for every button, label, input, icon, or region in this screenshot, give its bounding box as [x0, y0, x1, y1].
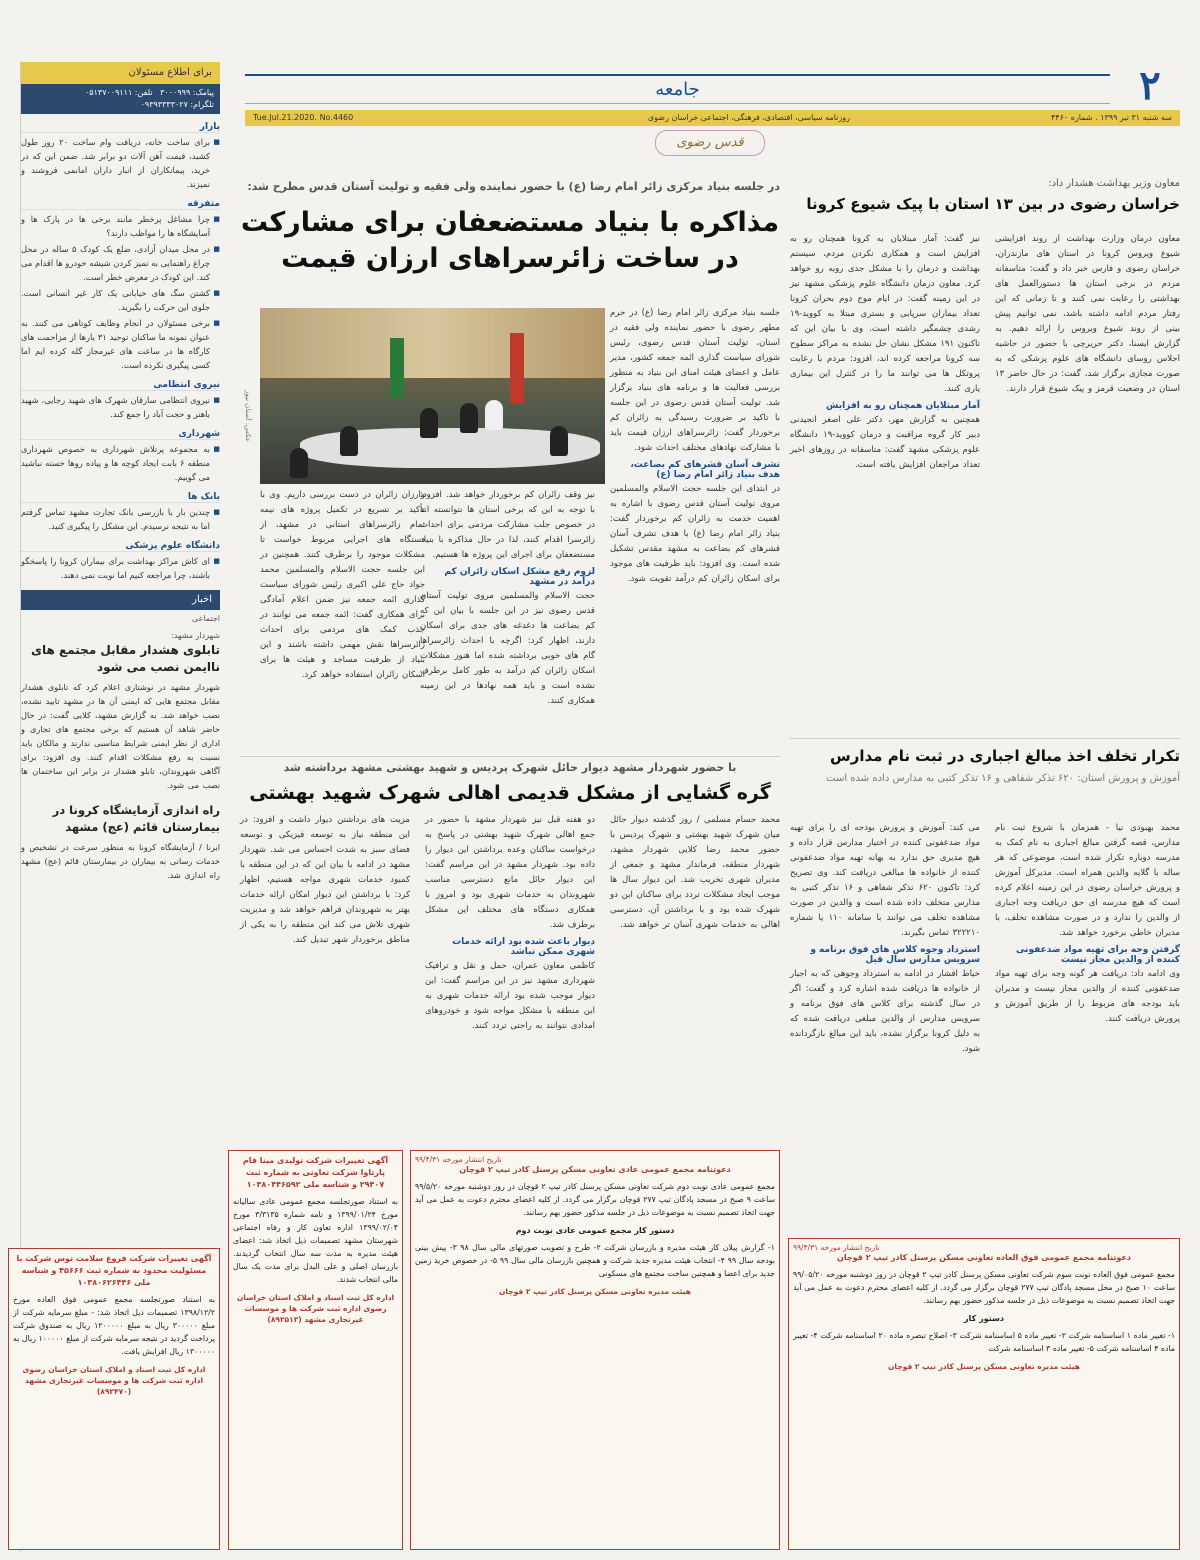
ad-footer: اداره کل ثبت اسناد و املاک استان خراسان رضوی اداره ثبت شرکت ها و موسسات غیرتجاری مشهد (۸۹۲۵۱۲) [236, 1293, 395, 1324]
main-subhead-1: تشرف آسان قشرهای کم بضاعت، هدف بنیاد زائر امام رضا (ع) [630, 460, 780, 480]
ad-title: دعوتنامه مجمع عمومی فوق العاده تعاونی مسکن پرسنل کادر تیپ ۲ قوچان [837, 1253, 1131, 1262]
category-university: دانشگاه علوم پزشکی [21, 541, 220, 552]
wall-subhead: دیوار باعث شده بود ارائه خدمات شهری ممکن نباشد [452, 937, 595, 957]
ad-agenda: ۱- گزارش پیلان کار هیئت مدیره و بازرسان شرکت ۲- طرح و تصویب صورتهای مالی سال ۹۸ ۳- پیش بینی بودجه سال ۹۹ ۴- انتخاب هیئت مدیره جدید شرکت و همچنین بازرسان مالی سال ۹۹ ۵- در خصوص خرید زمین جدید برای اعضا و همچنین ساخت مجتمع های مسکونی [415, 1243, 775, 1278]
issue-date-en: Tue.Jul.21.2020. No.4460 [253, 113, 354, 122]
masthead-strip [245, 110, 1180, 126]
corona-col2-wrap [790, 232, 980, 473]
ad-date: تاریخ انتشار مورخه ۹۹/۴/۳۱ [793, 1243, 880, 1252]
list-item: ■ برای ساخت خانه، دریافت وام ساخت ۲۰ روز طول کشید، قیمت آهن آلات دو برابر شد. ضمن این که در خرید، پیمانکاران از انبار داران امانمی فروشند و نمیزند. [21, 135, 220, 191]
ad-foroogh-salamat [8, 1248, 220, 1550]
main-col1-text: جلسه بنیاد مرکزی زائر امام رضا (ع) در حرم مطهر رضوی با حضور نماینده ولی فقیه در استان، تولیت آستان قدس رضوی، رئیس شورای سیاست گذاری ائمه جمعه کشور، مدیر عامل و اعضای هیئت امنای این بنیاد به منظور بررسی فعالیت ها و برنامه های بنیاد برگزار شد. تولیت آستان قدس رضوی در این جلسه با تاکید بر ضرورت رسیدگی به زائران کم برخوردار گفت: زائرسراهای ارزان قیمت باید با مشارکت نهادهای مختلف احداث شود. [610, 308, 780, 453]
ad-mina-fam [228, 1150, 403, 1550]
main-story [240, 180, 780, 750]
corona-subhead: آمار مبتلایان همچنان رو به افزایش [826, 401, 980, 411]
issue-date-fa: سه شنبه ۳۱ تیر ۱۳۹۹ . شماره ۴۴۶۰ [1050, 113, 1172, 122]
corona-col3: همچنین به گزارش مهر، دکتر علی اصغر انجیدنی دبیر کار گروه مراقبت و درمان کووید-۱۹ دانشگاه علوم پزشکی مشهد گفت: متاسفانه در روزهای اخیر تعداد مراجعان افزایش یافته است. [790, 415, 980, 470]
wall-headline: گره گشایی از مشکل قدیمی اهالی شهرک شهید بهشتی [249, 782, 771, 804]
ad-quchan-extraordinary [788, 1238, 1180, 1550]
ad-footer: هیئت مدیره تعاونی مسکن پرسنل کادر تیپ ۲ قوچان [499, 1287, 691, 1296]
news1-title: تابلوی هشدار مقابل مجتمع های ناایمن نصب می شود [31, 643, 220, 674]
ad-quchan-ordinary [410, 1150, 780, 1550]
ad-body: به استناد صورتجلسه مجمع عمومی فوق العاده مورخ ۱۳۹۸/۱۲/۲ تصمیمات ذیل اتخاذ شد: - مبلغ سرمایه شرکت از مبلغ ۳۰۰۰۰۰ ریال به مبلغ ۱۲۰۰۰۰۰ ریال به صندوق شرکت پرداخت گردید در نتیجه سرمایه شرکت از مبلغ ۱۰۰۰۰۰ ریال به ۱۳۰۰۰۰۰ ریال افزایش یافت. [13, 1295, 216, 1356]
ad-date: تاریخ انتشار مورخه ۹۹/۴/۳۱ [415, 1155, 502, 1164]
news-label: اجتماعی [191, 614, 220, 623]
wall-col2-text: دو هفته قبل نیز شهردار مشهد با حضور در جمع اهالی شهرک شهید بهشتی در پاسخ به درخواست ساکنان وعده برداشتن این دیوار را داده بود. شهردار مشهد در این مراسم گفت: این دیوار حائل مانع دسترسی مناسب شهروندان به خدمات شهری بود و امروز با همکاری دستگاه های مختلف این مشکل برطرف شد. [425, 815, 595, 930]
ad-title: دعوتنامه مجمع عمومی عادی تعاونی مسکن پرسنل کادر تیپ ۲ قوچان [459, 1165, 731, 1174]
wall-col3-text: مزیت های برداشتن دیوار داشت و افزود: در این منطقه نیاز به توسعه فیزیکی و توسعه فضای سبز به شدت احساس می شد. شهردار مشهد در ادامه با بیان این که در این منطقه با کمبود خدمات شهری مواجه هستیم، اظهار کرد: با برداشتن این دیوار امکان ارائه خدمات بهتر به شهروندان فراهم خواهد شد و مدیریت شهری تلاش می کند این منطقه را به یکی از مناطق برخوردار شهر تبدیل کند. [240, 815, 410, 945]
main-kicker: در جلسه بنیاد مرکزی زائر امام رضا (ع) با حضور نماینده ولی فقیه و تولیت آستان قدس مطرح شد: [247, 180, 780, 193]
newspaper-logo: قدس رضوی [655, 130, 765, 156]
wall-col2b-text: کاظمی معاون عمران، حمل و نقل و ترافیک شهرداری مشهد نیز در این مراسم گفت: این دیوار موجب شده بود ارائه خدمات شهری به این منطقه با مشکل مواجه شود و خودروهای امدادی نتوانند به راحتی تردد کنند. [425, 961, 595, 1031]
ad-agenda-title: دستور کار مجمع عمومی عادی نوبت دوم [515, 1226, 675, 1235]
corona-col2: نیز گفت: آمار مبتلایان به کرونا همچنان رو به افزایش است و همکاری نکردن مردم، سیستم بهداشت و درمان را با مشکل جدی روبه رو خواهد کرد. معاون درمان دانشگاه علوم پزشکی مشهد نیز در این زمینه گفت: در ایام موج دوم بحران کرونا تعداد بیماران سرپایی و بستری مبتلا به کووید-۱۹ رشدی چشمگیر داشته است. وی با بیان این که تاکنون ۱۹۱ مشکل نشان حل نشده به مراکز سطوح سه کرونا مراجعه کرده اند، افزود: مردم با رعایت پروتکل ها می توانند ما را در کنترل این بیماری یاری کنند. [790, 234, 980, 394]
contact-header: برای اطلاع مسئولان [21, 62, 220, 84]
fees-col1 [995, 821, 1180, 1027]
fees-col1-text: محمد بهبودی نیا - همزمان با شروع ثبت نام مدارس، قصه گرفتن مبالغ اجباری به نام کمک به مدرسه دوباره تکرار شده است، موضوعی که هر ساله با گلایه والدین همراه است. مدیرکل آموزش و پرورش خراسان رضوی در این زمینه اعلام کرده است که هیچ مدرسه ای حق دریافت وجه اجباری از والدین را ندارد و در صورت مشاهده تخلف، با مدیران خاطی برخورد خواهد شد. [995, 823, 1180, 938]
fees-col2-text: می کند: آموزش و پرورش بودجه ای را برای تهیه مواد ضدعفونی کننده در اختیار مدارس قرار داده و هیچ مدیری حق ندارد به بهانه تهیه مواد ضدعفونی کننده از خانواده ها مبالغی دریافت کند. وی تصریح کرد: تاکنون ۶۲۰ تذکر شفاهی و ۱۶ تذکر کتبی به مدارس متخلف داده شده است و والدین در صورت مشاهده تخلف می توانند با سامانه ۱۱۰ یا شماره ۳۲۲۲۱۰ تماس بگیرند. [790, 823, 980, 938]
list-item: ■ برخی مسئولان در انجام وظایف کوتاهی می کنند. به عنوان نمونه ما ساکنان توحید ۳۱ بارها از مزاحمت های کارگاه ها در ساعت های غیرمجاز گله کرده ایم اما کسی پیگیری نکرده است. [21, 316, 220, 372]
main-col1b-text: در ابتدای این جلسه حجت الاسلام والمسلمین مروی تولیت آستان قدس رضوی با اشاره به اهمیت خدمت به زائران کم برخوردار گفت: بنیاد زائر امام رضا (ع) با هدف تشرف آسان قشرهای کم بضاعت به مشهد مقدس تشکیل شده است. وی افزود: باید ظرفیت های موجود برای اسکان زائران کم درآمد تقویت شود. [610, 484, 780, 584]
telegram-number: تلگرام: ۰۹۳۹۳۳۳۳۰۲۷ [140, 100, 214, 109]
wall-col2 [425, 813, 595, 1034]
category-bazaar: بازار [21, 122, 220, 133]
ad-title: آگهی تغییرات شرکت فروغ سلامت توس شرکت با مسئولیت محدود به شماره ثبت ۴۵۶۶۶ و شناسه ملی ۱۰۳۸۰۶۲۶۴۴۶ [16, 1254, 212, 1287]
phone-number: تلفن: ۰۵۱۳۷۰۰۹۱۱۱ [85, 88, 153, 97]
category-banks: بانک ها [21, 492, 220, 503]
corona-kicker: معاون وزیر بهداشت هشدار داد: [1048, 178, 1180, 189]
list-item: ■ به مجموعه پرتلاش شهرداری به خصوص شهرداری منطقه ۶ بابت ایجاد کوچه ها و پیاده روها خسته نباشید می گوییم. [21, 442, 220, 484]
school-fees-story [790, 738, 1180, 1238]
news2-body: ایرنا / آزمایشگاه کرونا به منظور سرعت در تشخیص و خدمات رسانی به بیماران در بیمارستان قائم (عج) مشهد راه اندازی شد. [21, 842, 220, 880]
main-col1 [610, 306, 780, 587]
corona-headline: خراسان رضوی در بین ۱۳ استان با پیک شیوع کرونا [806, 195, 1180, 213]
fees-subhead-2: گرفتن وجه برای تهیه مواد ضدعفونی کننده از والدین مجاز نیست [1015, 945, 1180, 965]
meeting-photo [260, 308, 605, 484]
ad-body: مجمع عمومی فوق العاده نوبت سوم شرکت تعاونی مسکن پرسنل کادر تیپ ۲ قوچان در روز دوشنبه مورخه ۹۹/۰۵/۲۰ ساعت ۱۰ صبح در محل مسجد پادگان تیپ ۲۷۷ قوچان برگزار می گردد. از کلیه اعضای محترم دعوت به عمل می آید جهت اتخاذ تصمیم نسبت به موضوعات ذیل در جلسه مذکور حضور بهم رسانند. [793, 1270, 1175, 1305]
main-headline-2: در ساخت زائرسراهای ارزان قیمت [281, 243, 739, 274]
masthead [245, 62, 1180, 162]
main-headline-1: مذاکره با بنیاد مستضعفان برای مشارکت [240, 207, 780, 238]
list-item: ■ کشتن سگ های خیابانی یک کار غیر انسانی است. جلوی این حرکت را بگیرید. [21, 286, 220, 314]
fees-col2b-text: خیاط افشار در ادامه به استرداد وجوهی که به اجبار از خانواده ها دریافت شده اشاره کرد و گفت: اگر در سال گذشته برای کلاس های فوق برنامه و سرویس مدارس از والدین مبلغی دریافت شده که به دلیل کرونا برگزار نشده، باید این مبالغ بازگردانده شود. [790, 969, 980, 1054]
fees-kicker: آموزش و پرورش استان: ۶۲۰ تذکر شفاهی و ۱۶ تذکر کتبی به مدارس داده شده است [826, 773, 1180, 784]
news-header: اخبار [21, 590, 220, 610]
corona-story [790, 178, 1180, 718]
list-item: ■ چندین بار با بازرسی بانک تجارت مشهد تماس گرفتم اما به نتیجه نرسیدم. این مشکل را پیگیری کنید. [21, 505, 220, 533]
fees-subhead-1: استرداد وجوه کلاس های فوق برنامه و سرویس مدارس سال قبل [810, 945, 980, 965]
category-municipality: شهرداری [21, 429, 220, 440]
fees-col1b-text: وی ادامه داد: دریافت هر گونه وجه برای تهیه مواد ضدعفونی کننده از والدین مجاز نیست و مدیران باید بودجه های مربوط را از طریق آموزش و پرورش دریافت کنند. [995, 969, 1180, 1024]
tagline: روزنامه سیاسی، اقتصادی، فرهنگی، اجتماعی خراسان رضوی [647, 113, 850, 122]
wall-kicker: با حضور شهردار مشهد دیوار حائل شهرک پردیس و شهید بهشتی مشهد برداشته شد [283, 761, 737, 774]
category-misc: متفرقه [21, 199, 220, 210]
contact-box [21, 84, 220, 114]
fees-col2 [790, 821, 980, 1057]
ad-agenda-title: دستور کار [964, 1314, 1004, 1323]
ad-footer: هیئت مدیره تعاونی مسکن پرسنل کادر تیپ ۲ قوچان [888, 1362, 1080, 1371]
wall-removal-story [240, 756, 780, 1146]
news1-body: شهردار مشهد در نوشتاری اعلام کرد که تابلوی هشدار مقابل مجتمع هایی که ایمنی آن ها در مشهد تایید نشده، نصب خواهد شد. به گزارش مشهد، کلایی گفت: در حال حاضر شاهد آن هستیم که برخی مجتمع های تجاری و اداری از نظر ایمنی شرایط مناسبی ندارند و مالکان باید نسبت به رفع مشکلات اقدام کنند. وی افزود: برای آگاهی شهروندان، تابلو هشدار در برابر این ساختمان ها نصب می شود. [21, 682, 220, 790]
category-police: نیروی انتظامی [21, 380, 220, 391]
main-col2-text: نیز وقف زائران کم برخوردار خواهد شد. افزود: با توجه به این که برخی استان ها نتوانسته اند در خصوص جلب مشارکت مردمی برای احداث زائرسرا اقدام کنند، لذا در حال مذاکره با بنیاد مستضعفان برای اجرای این پروژه ها هستیم. [420, 490, 595, 560]
corona-col1: معاون درمان وزارت بهداشت از روند افزایشی شیوع ویروس کرونا در استان های مازندران، خراسان رضوی و فارس خبر داد و گفت: متاسفانه مردم در برخی استان ها دستورالعمل های بهداشتی را رعایت نمی کنند و تا زمانی که این رفتار مردم ادامه داشته باشد، نمی توانیم پیش بینی از روند شیوع ویروس را ارائه دهیم. به گزارش ایسنا، دکتر حریرچی با حضور در حاشیه اجلاس روسای دانشگاه های علوم پزشکی که به صورت مجازی برگزار شد، گفت: در حال حاضر ۱۳ استان در وضعیت قرمز و پیک شیوع قرار دارند. [995, 234, 1180, 394]
ad-footer: اداره کل ثبت اسناد و املاک استان خراسان رضوی اداره ثبت شرکت ها و موسسات غیرتجاری مشهد (۸۹۲۴۷۰) [22, 1365, 206, 1396]
sms-number: پیامک: ۳۰۰۰۹۹۹ [160, 88, 214, 97]
main-col2b-text: حجت الاسلام والمسلمین مروی تولیت آستان قدس رضوی نیز در این جلسه با بیان این که کم بضاعت ها دغدغه های جدی برای اسکان دارند، اظهار کرد: اگرچه با احداث زائرسراها گام های خوبی برداشته شده اما هنوز مشکلات اسکان زائران کم درآمد به طور کامل برطرف نشده است و باید همه نهادها در این زمینه همکاری کنند. [420, 591, 595, 706]
main-col2 [420, 488, 595, 709]
wall-col1-text: محمد حسام مسلمی / روز گذشته دیوار حائل میان شهرک شهید بهشتی و شهرک پردیس با حضور محمد رضا کلایی شهردار مشهد، شهردار منطقه، فرماندار مشهد و جمعی از مدیران شهری تخریب شد. این دیوار سال ها موجب ایجاد مشکلات تردد برای ساکنان این دو شهرک شده بود و با برداشتن آن، دسترسی اهالی به خدمات شهری آسان تر خواهد شد. [610, 815, 780, 930]
list-item: ■ چرا مشاغل پرخطر مانند برخی ها در پارک ها و آسایشگاه ها را مواظب دارند؟ [21, 212, 220, 240]
photo-credit: عکس: آستان نیوز [244, 390, 252, 443]
news2-title: راه اندازی آزمایشگاه کرونا در بیمارستان قائم (عج) مشهد [52, 803, 220, 834]
main-col3-text: وارزان زائران در دست بررسی داریم. وی با تأکید بر تسریع در تکمیل پروژه های نیمه تمام زائرسراهای استانی در مشهد، از دستگاه های اجرایی مربوط خواست تا مشکلات موجود را برطرف کنند. همچنین در این جلسه حجت الاسلام والمسلمین محمد جواد حاج علی اکبری رئیس شورای سیاست گذاری ائمه جمعه نیز ضمن اعلام آمادگی برای همکاری گفت: ائمه جمعه می توانند در جذب کمک های مردمی برای احداث زائرسراها نقش مهمی داشته باشند و این بنیاد از ظرفیت مساجد و هیئت ها برای اسکان زائران استفاده خواهد کرد. [260, 490, 425, 680]
main-subhead-2: لزوم رفع مشکل اسکان زائران کم درآمد در مشهد [444, 567, 595, 587]
list-item: ■ نیروی انتظامی سارقان شهرک های شهید رجایی، شهید باهنر و حجت آباد را جمع کند. [21, 393, 220, 421]
page-number: ۲ [1139, 62, 1161, 109]
list-item: ■ ای کاش مراکز بهداشت برای بیماران کرونا را پاسخگو باشند، چرا مراجعه کنیم اما نوبت نمی دهند. [21, 554, 220, 582]
ad-agenda: ۱- تغییر ماده ۱ اساسنامه شرکت ۲- تغییر ماده ۵ اساسنامه شرکت ۳- اصلاح تبصره ماده ۲۰ اساسنامه شرکت ۴- تغییر ماده ۴ اساسنامه شرکت ۵- تغییر ماده ۳ اساسنامه شرکت [793, 1331, 1176, 1353]
section-title: جامعه [245, 74, 1110, 104]
ad-body: مجمع عمومی عادی نوبت دوم شرکت تعاونی مسکن پرسنل کادر تیپ ۲ قوچان در روز دوشنبه مورخه ۹۹/۵/۲۰ ساعت ۹ صبح در مسجد پادگان تیپ ۲۷۷ قوچان برگزار می گردد. از کلیه اعضای محترم دعوت به عمل می آید جهت اتخاذ تصمیم نسبت به موضوعات ذیل در جلسه مذکور حضور بهم رسانند. [415, 1182, 775, 1217]
fees-headline: تکرار تخلف اخذ مبالغ اجباری در ثبت نام مدارس [830, 747, 1180, 765]
ad-body: به استناد صورتجلسه مجمع عمومی عادی سالیانه مورخ ۱۳۹۹/۰۱/۲۴ و نامه شماره ۳/۳۱۳۵ مورخ ۱۳۹۹/۰۲/۰۴ اداره تعاون کار و رفاه اجتماعی شهرستان مشهد تصمیمات ذیل اتخاذ شد: اعضای هیئت مدیره به مدت سه سال انتخاب گردیدند. بازرسان اصلی و علی البدل برای مدت یک سال مالی انتخاب شدند. [233, 1197, 398, 1284]
news1-kicker: شهردار مشهد: [171, 631, 220, 640]
ad-title: آگهی تغییرات شرکت تولیدی مینا فام پارتاوا شرکت تعاونی به شماره ثبت ۲۹۴۰۷ و شناسه ملی ۱۰۳۸۰۴۴۶۵۹۲ [242, 1156, 389, 1189]
list-item: ■ در محل میدان آزادی، ضلع یک کودک ۵ ساله در محل چراغ راهنمایی به تمیز کردن شیشه خودرو ها اقدام می کند. این کودک در معرض خطر است. [21, 242, 220, 284]
